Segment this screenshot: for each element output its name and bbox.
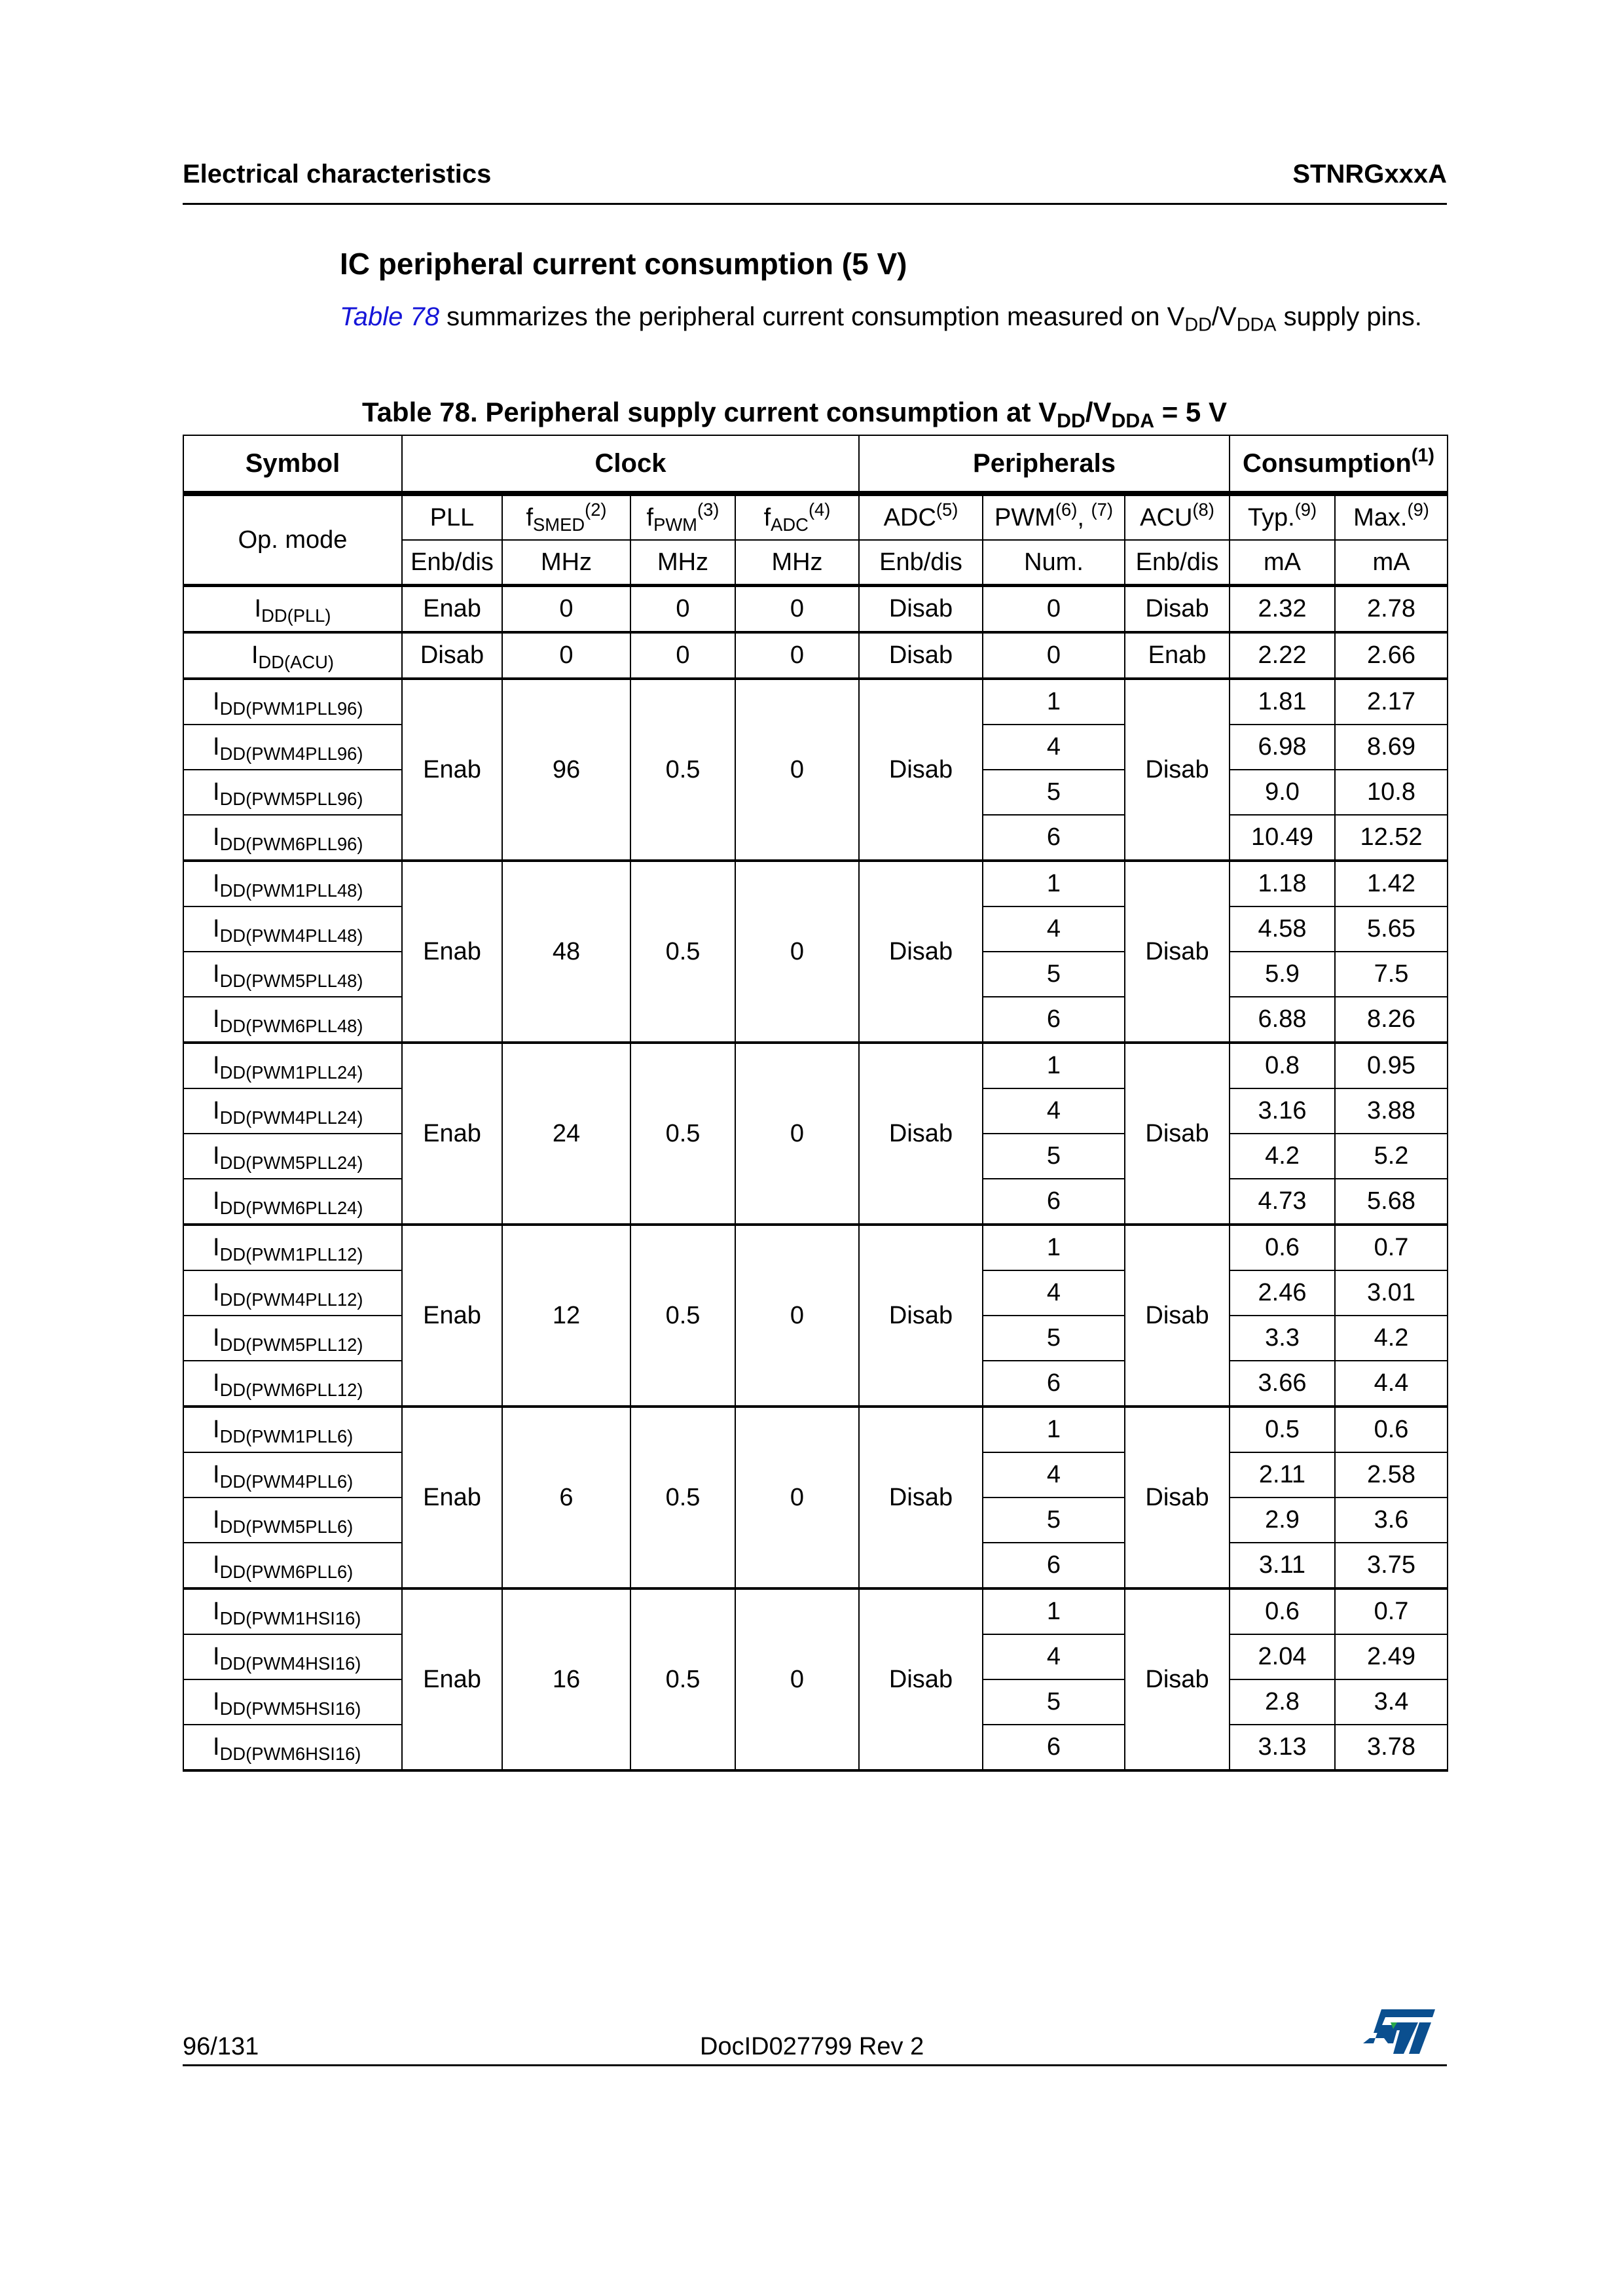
typ-cell: 2.9 [1230,1498,1335,1543]
symbol-cell: $I_{DD(ACU)}$ [183,632,402,679]
pll-cell: Enab [402,1043,502,1225]
pwm-cell: 5 [983,1316,1125,1361]
pwm-cell: 5 [983,1134,1125,1179]
fsmed-cell: 12 [502,1225,630,1407]
max-header: Max.$^{(9)}$ [1335,493,1448,540]
max-cell: 10.8 [1335,770,1448,815]
max-cell: 0.6 [1335,1407,1448,1452]
pwm-cell: 5 [983,770,1125,815]
pwm-cell: 6 [983,1179,1125,1225]
typ-cell: 0.6 [1230,1225,1335,1270]
max-cell: 3.01 [1335,1270,1448,1316]
table-row [183,861,1448,906]
group-header-row [183,435,1448,493]
symbol-cell: $I_{DD(PWM5PLL6)}$ [183,1498,402,1543]
max-cell: 0.7 [1335,1225,1448,1270]
table-group [183,1407,1448,1588]
pwm-cell: 4 [983,1270,1125,1316]
acu-header: ACU$^{(8)}$ [1125,493,1230,540]
max-cell: 4.2 [1335,1316,1448,1361]
symbol-cell: $I_{DD(PWM1PLL6)}$ [183,1407,402,1452]
typ-cell: 2.32 [1230,586,1335,633]
typ-cell: 3.16 [1230,1088,1335,1134]
adc-cell: Disab [859,1407,983,1588]
single-rows [183,586,1448,633]
typ-cell: 3.3 [1230,1316,1335,1361]
fpwm-unit: MHz [630,540,735,586]
symbol-cell: $I_{DD(PWM6HSI16)}$ [183,1725,402,1770]
symbol-cell: $I_{DD(PWM6PLL6)}$ [183,1543,402,1588]
typ-cell: 0.5 [1230,1407,1335,1452]
pwm-cell: 4 [983,1634,1125,1679]
table-row [183,1588,1448,1634]
table-group [183,861,1448,1043]
pwm-cell: 6 [983,997,1125,1043]
fadc-cell: 0 [735,1043,859,1225]
intro-text: /V [1211,302,1237,331]
acu-cell: Disab [1125,1225,1230,1407]
table-row [183,1407,1448,1452]
symbol-cell: $I_{DD(PLL)}$ [183,586,402,633]
typ-header: Typ.$^{(9)}$ [1230,493,1335,540]
intro-paragraph [340,300,1440,334]
max-cell: 8.26 [1335,997,1448,1043]
pwm-cell: 4 [983,906,1125,952]
typ-cell: 2.11 [1230,1452,1335,1498]
symbol-cell: $I_{DD(PWM4PLL12)}$ [183,1270,402,1316]
max-cell: 2.78 [1335,586,1448,633]
pwm-cell: 6 [983,815,1125,861]
fsmed-cell: 0 [502,632,630,679]
fpwm-cell: 0.5 [630,861,735,1043]
fsmed-cell: 96 [502,679,630,861]
fsmed-cell: 6 [502,1407,630,1588]
fadc-cell: 0 [735,586,859,633]
symbol-cell: $I_{DD(PWM1PLL48)}$ [183,861,402,906]
pwm-cell: 6 [983,1361,1125,1407]
table-row [183,632,1448,679]
pll-cell: Enab [402,1407,502,1588]
adc-header: ADC$^{(5)}$ [859,493,983,540]
max-unit: mA [1335,540,1448,586]
typ-cell: 9.0 [1230,770,1335,815]
fpwm-cell: 0 [630,586,735,633]
adc-cell: Disab [859,679,983,861]
symbol-cell: $I_{DD(PWM1PLL12)}$ [183,1225,402,1270]
typ-cell: 3.13 [1230,1725,1335,1770]
typ-cell: 2.22 [1230,632,1335,679]
acu-cell: Disab [1125,1407,1230,1588]
peripheral-current-table [183,435,1448,1772]
pwm-cell: 1 [983,1588,1125,1634]
symbol-cell: $I_{DD(PWM6PLL96)}$ [183,815,402,861]
max-cell: 1.42 [1335,861,1448,906]
acu-cell: Disab [1125,1043,1230,1225]
pwm-header: PWM$^{(6)}$, $^{(7)}$ [983,493,1125,540]
symbol-cell: $I_{DD(PWM1PLL96)}$ [183,679,402,725]
adc-cell: Disab [859,1588,983,1770]
fpwm-cell: 0 [630,632,735,679]
footnote-ref: (1) [1411,444,1434,466]
clock-header: Clock [402,435,859,493]
symbol-cell: $I_{DD(PWM6PLL48)}$ [183,997,402,1043]
acu-cell: Disab [1125,586,1230,633]
max-cell: 0.95 [1335,1043,1448,1088]
caption-text: = 5 V [1154,397,1227,427]
pll-cell: Enab [402,1588,502,1770]
symbol-cell: $I_{DD(PWM4HSI16)}$ [183,1634,402,1679]
pwm-cell: 5 [983,1679,1125,1725]
pwm-unit: Num. [983,540,1125,586]
intro-sub: DD [1184,314,1212,336]
max-cell: 2.58 [1335,1452,1448,1498]
table-row [183,586,1448,633]
acu-cell: Disab [1125,1588,1230,1770]
typ-cell: 3.66 [1230,1361,1335,1407]
typ-cell: 2.46 [1230,1270,1335,1316]
acu-cell: Disab [1125,861,1230,1043]
caption-text: /V [1085,397,1112,427]
intro-sub: DDA [1236,314,1277,336]
pwm-cell: 4 [983,1088,1125,1134]
table-caption [0,397,1623,433]
max-cell: 12.52 [1335,815,1448,861]
section-title: IC peripheral current consumption (5 V) [340,247,907,281]
peripherals-header: Peripherals [859,435,1230,493]
op-mode-header: Op. mode [183,493,402,586]
fadc-unit: MHz [735,540,859,586]
max-cell: 0.7 [1335,1588,1448,1634]
table-group [183,1588,1448,1770]
header-product-name: STNRGxxxA [1292,160,1447,188]
symbol-header: Symbol [183,435,402,493]
consumption-header [1230,435,1448,493]
symbol-cell: $I_{DD(PWM6PLL24)}$ [183,1179,402,1225]
pll-header: PLL [402,493,502,540]
fpwm-header: $f_{PWM}^{(3)}$ [630,493,735,540]
adc-cell: Disab [859,632,983,679]
caption-sub: DDA [1111,410,1155,433]
pll-cell: Enab [402,679,502,861]
typ-cell: 4.58 [1230,906,1335,952]
adc-cell: Disab [859,586,983,633]
max-cell: 3.75 [1335,1543,1448,1588]
adc-cell: Disab [859,1043,983,1225]
page-header [183,158,1447,205]
fadc-cell: 0 [735,1225,859,1407]
pll-unit: Enb/dis [402,540,502,586]
max-cell: 2.49 [1335,1634,1448,1679]
fpwm-cell: 0.5 [630,679,735,861]
typ-cell: 10.49 [1230,815,1335,861]
typ-unit: mA [1230,540,1335,586]
fadc-cell: 0 [735,1588,859,1770]
typ-cell: 1.18 [1230,861,1335,906]
symbol-cell: $I_{DD(PWM4PLL96)}$ [183,725,402,770]
symbol-cell: $I_{DD(PWM1PLL24)}$ [183,1043,402,1088]
pwm-cell: 1 [983,1407,1125,1452]
max-cell: 3.4 [1335,1679,1448,1725]
fadc-cell: 0 [735,1407,859,1588]
symbol-cell: $I_{DD(PWM6PLL12)}$ [183,1361,402,1407]
typ-cell: 1.81 [1230,679,1335,725]
typ-cell: 4.2 [1230,1134,1335,1179]
pwm-cell: 1 [983,861,1125,906]
acu-unit: Enb/dis [1125,540,1230,586]
fsmed-unit: MHz [502,540,630,586]
adc-cell: Disab [859,1225,983,1407]
symbol-cell: $I_{DD(PWM4PLL48)}$ [183,906,402,952]
fsmed-cell: 0 [502,586,630,633]
symbol-cell: $I_{DD(PWM5PLL24)}$ [183,1134,402,1179]
acu-cell: Enab [1125,632,1230,679]
adc-cell: Disab [859,861,983,1043]
fadc-cell: 0 [735,679,859,861]
fsmed-cell: 16 [502,1588,630,1770]
symbol-cell: $I_{DD(PWM5PLL96)}$ [183,770,402,815]
max-cell: 3.88 [1335,1088,1448,1134]
typ-cell: 3.11 [1230,1543,1335,1588]
typ-cell: 0.6 [1230,1588,1335,1634]
pwm-cell: 4 [983,1452,1125,1498]
pll-cell: Disab [402,632,502,679]
pwm-cell: 1 [983,679,1125,725]
max-cell: 8.69 [1335,725,1448,770]
pll-cell: Enab [402,586,502,633]
fadc-cell: 0 [735,632,859,679]
max-cell: 2.66 [1335,632,1448,679]
symbol-cell: $I_{DD(PWM4PLL6)}$ [183,1452,402,1498]
table-group [183,679,1448,861]
max-cell: 5.2 [1335,1134,1448,1179]
fadc-cell: 0 [735,861,859,1043]
pll-cell: Enab [402,861,502,1043]
table-row [183,1043,1448,1088]
column-header-row [183,493,1448,540]
table-reference-link[interactable]: Table 78 [340,302,439,331]
table-row [183,1225,1448,1270]
header-section-name: Electrical characteristics [183,160,492,188]
fpwm-cell: 0.5 [630,1407,735,1588]
fadc-header: $f_{ADC}^{(4)}$ [735,493,859,540]
max-cell: 5.65 [1335,906,1448,952]
max-cell: 3.6 [1335,1498,1448,1543]
pwm-cell: 1 [983,1225,1125,1270]
symbol-cell: $I_{DD(PWM4PLL24)}$ [183,1088,402,1134]
intro-text: summarizes the peripheral current consumption measured on V [439,302,1185,331]
fpwm-cell: 0.5 [630,1588,735,1770]
pll-cell: Enab [402,1225,502,1407]
pwm-cell: 5 [983,1498,1125,1543]
max-cell: 2.17 [1335,679,1448,725]
symbol-cell: $I_{DD(PWM5PLL48)}$ [183,952,402,997]
st-logo-icon [1359,2007,1438,2056]
symbol-cell: $I_{DD(PWM5HSI16)}$ [183,1679,402,1725]
pwm-cell: 6 [983,1543,1125,1588]
page-footer [183,2033,1447,2066]
fpwm-cell: 0.5 [630,1043,735,1225]
typ-cell: 4.73 [1230,1179,1335,1225]
max-cell: 4.4 [1335,1361,1448,1407]
typ-cell: 2.04 [1230,1634,1335,1679]
single-rows [183,632,1448,679]
page-number: 96/131 [183,2033,259,2060]
symbol-cell: $I_{DD(PWM5PLL12)}$ [183,1316,402,1361]
pwm-cell: 1 [983,1043,1125,1088]
table-row [183,679,1448,725]
document-id: DocID027799 Rev 2 [700,2033,924,2060]
typ-cell: 0.8 [1230,1043,1335,1088]
pwm-cell: 0 [983,632,1125,679]
symbol-cell: $I_{DD(PWM1HSI16)}$ [183,1588,402,1634]
intro-text: supply pins. [1276,302,1422,331]
pwm-cell: 6 [983,1725,1125,1770]
pwm-cell: 0 [983,586,1125,633]
adc-unit: Enb/dis [859,540,983,586]
acu-cell: Disab [1125,679,1230,861]
typ-cell: 2.8 [1230,1679,1335,1725]
table-group [183,1225,1448,1407]
fsmed-cell: 24 [502,1043,630,1225]
max-cell: 5.68 [1335,1179,1448,1225]
typ-cell: 6.88 [1230,997,1335,1043]
fsmed-cell: 48 [502,861,630,1043]
typ-cell: 6.98 [1230,725,1335,770]
consumption-label: Consumption [1243,448,1412,478]
pwm-cell: 4 [983,725,1125,770]
fpwm-cell: 0.5 [630,1225,735,1407]
caption-sub: DD [1057,410,1085,433]
typ-cell: 5.9 [1230,952,1335,997]
fsmed-header: $f_{SMED}^{(2)}$ [502,493,630,540]
caption-text: Table 78. Peripheral supply current consumption at V [362,397,1057,427]
pwm-cell: 5 [983,952,1125,997]
max-cell: 3.78 [1335,1725,1448,1770]
max-cell: 7.5 [1335,952,1448,997]
table-group [183,1043,1448,1225]
